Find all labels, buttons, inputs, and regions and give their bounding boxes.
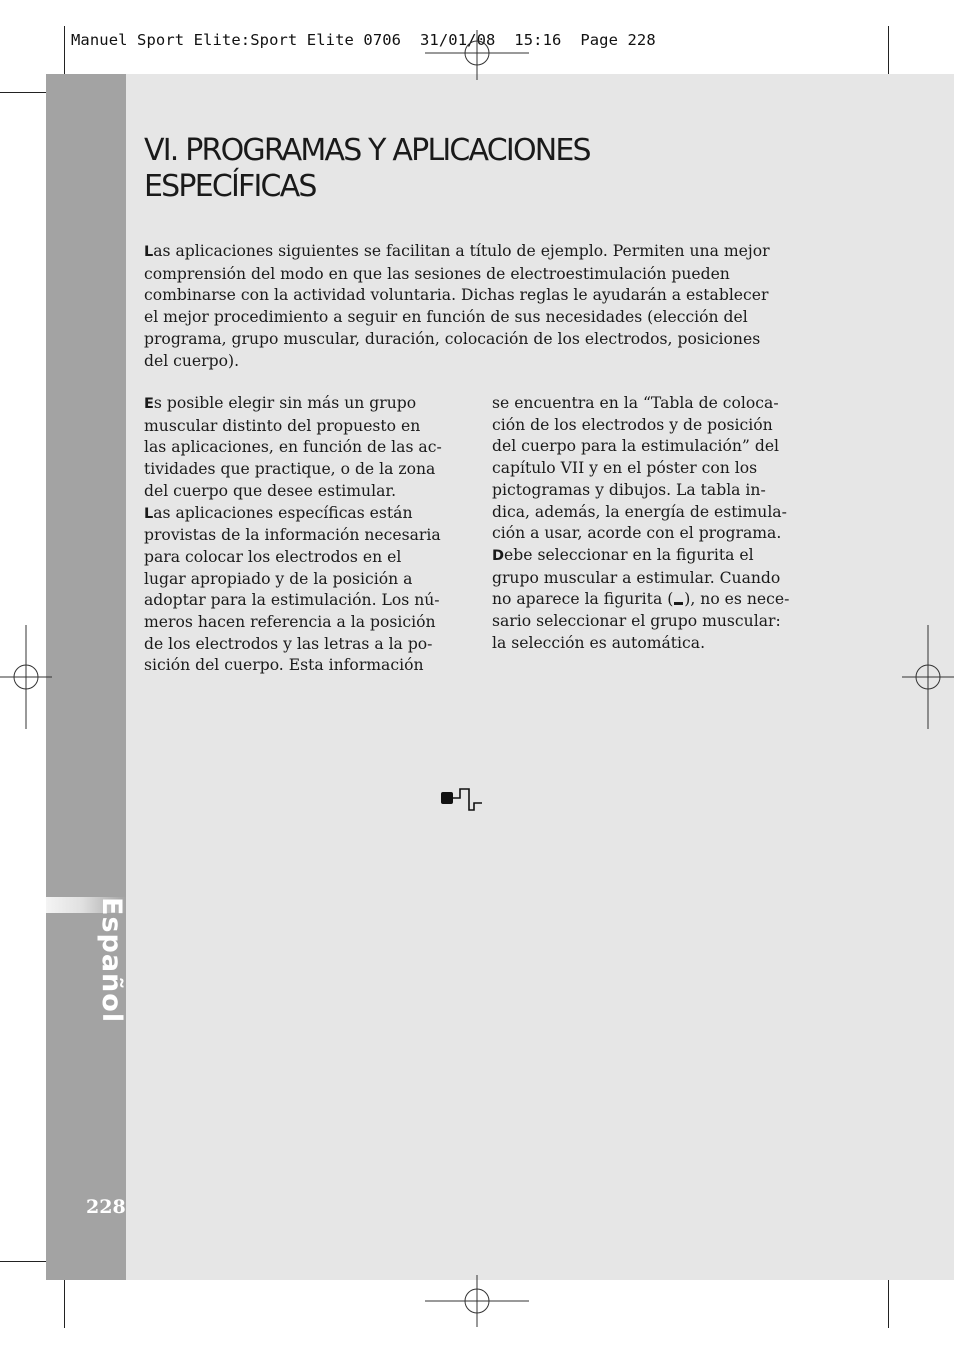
registration-mark-icon xyxy=(0,625,52,729)
text-line: ción de los electrodos y de posición xyxy=(492,415,773,434)
text-line: capítulo VII y en el póster con los xyxy=(492,459,758,478)
column-left xyxy=(144,393,462,677)
page-title xyxy=(144,133,844,205)
text-line: Es posible elegir sin más un grupo xyxy=(144,394,417,412)
column-right xyxy=(492,393,810,654)
text-line: pictogramas y dibujos. La tabla in- xyxy=(492,480,766,499)
intro-paragraph xyxy=(144,241,809,372)
language-label: Español xyxy=(96,897,127,1024)
figure-placeholder-icon xyxy=(673,594,684,606)
text-line: Las aplicaciones siguientes se facilitan a título de ejemplo. Permiten una mejor xyxy=(144,242,770,260)
registration-mark-icon xyxy=(425,30,529,80)
dropcap: L xyxy=(144,505,154,522)
registration-mark-icon xyxy=(902,625,954,729)
crop-mark xyxy=(64,1276,65,1328)
text-line: tividades que practique, o de la zona xyxy=(144,460,436,479)
text-line: para colocar los electrodos en el xyxy=(144,547,402,566)
registration-mark-icon xyxy=(425,1275,529,1327)
page-number: 228 xyxy=(86,1196,126,1218)
text-line: sición del cuerpo. Esta información xyxy=(144,656,424,675)
title-line: ESPECÍFICAS xyxy=(144,169,316,204)
text-line: sario seleccionar el grupo muscular: xyxy=(492,612,781,631)
text-line: ción a usar, acorde con el programa. xyxy=(492,524,782,543)
text-line: la selección es automática. xyxy=(492,633,706,652)
text-line: combinarse con la actividad voluntaria. Dichas reglas le ayudarán a establecer xyxy=(144,286,769,305)
text-line: provistas de la información necesaria xyxy=(144,526,441,545)
title-line: VI. PROGRAMAS Y APLICACIONES xyxy=(144,133,590,168)
text-line: Las aplicaciones específicas están xyxy=(144,503,413,522)
dropcap: E xyxy=(144,396,154,412)
text-line: del cuerpo que desee estimular. xyxy=(144,481,397,500)
crop-mark xyxy=(0,92,52,93)
text-line: no aparece la figurita ( ), no es nece- xyxy=(492,590,790,609)
text-line: las aplicaciones, en función de las ac- xyxy=(144,438,442,457)
dropcap: L xyxy=(144,244,154,260)
printer-slug: Manuel Sport Elite:Sport Elite 0706 31/01/08 15:16 Page 228 xyxy=(71,31,656,49)
text-line: programa, grupo muscular, duración, colocación de los electrodos, posiciones xyxy=(144,329,761,348)
text-line: comprensión del modo en que las sesiones de electroestimulación pueden xyxy=(144,264,730,283)
text-line: de los electrodos y las letras a la po- xyxy=(144,634,433,653)
crop-mark xyxy=(64,26,65,78)
crop-mark xyxy=(0,1261,52,1262)
text-line: del cuerpo para la estimulación” del xyxy=(492,437,780,456)
text-line: muscular distinto del propuesto en xyxy=(144,416,421,435)
text-line: el mejor procedimiento a seguir en función de sus necesidades (elección del xyxy=(144,308,748,327)
text-line: del cuerpo). xyxy=(144,351,240,370)
text-line: adoptar para la estimulación. Los nú- xyxy=(144,591,440,610)
text-line: se encuentra en la “Tabla de coloca- xyxy=(492,394,779,412)
text-line: Debe seleccionar en la figurita el xyxy=(492,545,754,564)
crop-mark xyxy=(888,26,889,78)
text-line: grupo muscular a estimular. Cuando xyxy=(492,568,781,587)
text-line: dica, además, la energía de estimula- xyxy=(492,502,787,521)
sidebar xyxy=(46,74,126,1280)
text-line: meros hacen referencia a la posición xyxy=(144,613,436,632)
dropcap: D xyxy=(492,547,505,564)
pulse-end-icon xyxy=(438,786,486,814)
text-line: lugar apropiado y de la posición a xyxy=(144,569,413,588)
crop-mark xyxy=(888,1276,889,1328)
